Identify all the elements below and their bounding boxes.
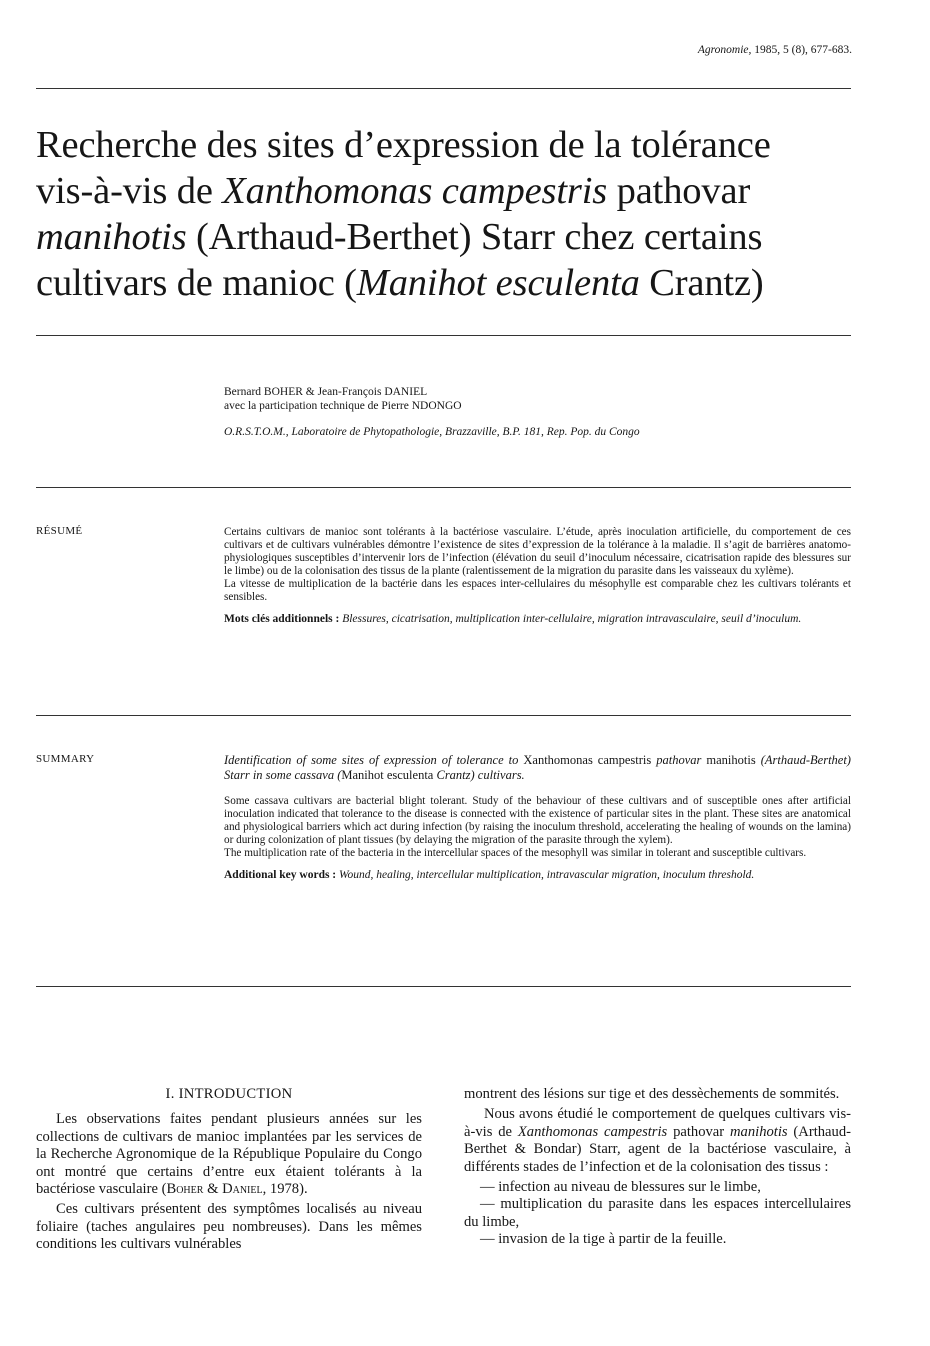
intro-right-column bbox=[464, 1086, 851, 1249]
resume-abstract bbox=[224, 526, 851, 626]
affiliation: O.R.S.T.O.M., Laboratoire de Phytopathologie, Brazzaville, B.P. 181, Rep. Pop. du Congo bbox=[224, 426, 640, 438]
journal-name: Agronomie, bbox=[697, 44, 752, 56]
intro-list-item: — infection au niveau de blessures sur le limbe, bbox=[480, 1179, 761, 1196]
summary-paragraph-2: The multiplication rate of the bacteria in the intercellular spaces of the mesophyll was similar in tolerant and susceptible cultivars. bbox=[224, 847, 807, 859]
title-line-3: manihotis (Arthaud-Berthet) Starr chez certains bbox=[36, 216, 763, 258]
title-rule bbox=[36, 335, 851, 336]
summary-title: Identification of some sites of expression of tolerance to Xanthomonas campestris pathovar manihotis (Arthaud-Berthet) Starr in some cassava (Manihot esculenta Crantz) cultivars. bbox=[224, 753, 851, 782]
header-rule bbox=[36, 88, 851, 89]
journal-citation bbox=[698, 44, 852, 56]
intro-paragraph-3: montrent des lésions sur tige et des dessèchements de sommités. bbox=[464, 1086, 840, 1102]
title-line-4: cultivars de manioc (Manihot esculenta Crantz) bbox=[36, 262, 764, 304]
summary-rule bbox=[36, 986, 851, 987]
technical-participation: avec la participation technique de Pierre NDONGO bbox=[224, 400, 462, 412]
title-line-1: Recherche des sites d’expression de la tolérance bbox=[36, 124, 771, 166]
resume-rule bbox=[36, 715, 851, 716]
resume-paragraph-1: Certains cultivars de manioc sont tolérants à la bactériose vasculaire. L’étude, après inoculation artificielle, du comportement de ces cultivars et de cultivars vulnérables démontre l’existence de sites d’expression de la tolérance à la maladie. Il s’agit de barrières anatomo-physiologiques susceptibles d’intervenir lors de l’infection (élévation du seuil d’inoculum nécessaire, cicatrisation rapide des blessures sur le limbe) ou de la colonisation des tissus de la plante (ralentissement de la migration du parasite dans les vaisseaux du xylème). bbox=[224, 526, 851, 577]
title-line-2: vis-à-vis de Xanthomonas campestris pathovar bbox=[36, 170, 751, 212]
summary-keywords: Additional key words : Wound, healing, intercellular multiplication, intravascular migration, inoculum threshold. bbox=[224, 869, 755, 881]
intro-paragraph-1: Les observations faites pendant plusieurs années sur les collections de cultivars de manioc implantées par les services de la Recherche Agronomique de la République Populaire du Congo ont montré que certains d’entre eux étaient tolérants à la bactériose vasculaire (Boher & Daniel, 1978). bbox=[36, 1111, 422, 1198]
author-names: Bernard BOHER & Jean-François DANIEL bbox=[224, 386, 428, 398]
intro-list-item: — multiplication du parasite dans les espaces intercellulaires du limbe, bbox=[464, 1196, 851, 1230]
intro-paragraph-4: Nous avons étudié le comportement de quelques cultivars vis-à-vis de Xanthomonas campestris pathovar manihotis (Arthaud-Berthet & Bondar) Starr, agent de la bactériose vasculaire, à différents stades de l’infection et de la colonisation des tissus : bbox=[464, 1106, 851, 1175]
resume-label: RÉSUMÉ bbox=[36, 525, 83, 537]
journal-details: 1985, 5 (8), 677-683. bbox=[754, 44, 852, 56]
intro-left-column bbox=[36, 1086, 422, 1254]
summary-label: SUMMARY bbox=[36, 753, 95, 765]
resume-paragraph-2: La vitesse de multiplication de la bactérie dans les espaces inter-cellulaires du mésophylle est comparable chez les cultivars tolérants et sensibles. bbox=[224, 578, 851, 603]
article-title bbox=[36, 122, 866, 306]
summary-paragraph-1: Some cassava cultivars are bacterial blight tolerant. Study of the behaviour of these cultivars and of susceptible ones after artificial inoculation indicated that tolerance to the disease is connected with the existence of particular sites in the plant. These sites are anatomical and physiological barriers which act during infection (by raising the inoculum threshold, accelerating the healing of wounds on the lamina) or during colonization of plant tissues (by delaying the migration of the parasite through the xylem). bbox=[224, 795, 851, 846]
intro-paragraph-2: Ces cultivars présentent des symptômes localisés au niveau foliaire (taches angulaires peu nombreuses). Dans les mêmes conditions les cultivars vulnérables bbox=[36, 1201, 422, 1253]
resume-keywords: Mots clés additionnels : Blessures, cicatrisation, multiplication inter-cellulaire, migration intravasculaire, seuil d’inoculum. bbox=[224, 613, 802, 625]
intro-list-item: — invasion de la tige à partir de la feuille. bbox=[480, 1231, 727, 1248]
intro-heading: I. INTRODUCTION bbox=[165, 1086, 293, 1102]
authors-rule bbox=[36, 487, 851, 488]
summary-abstract bbox=[224, 795, 851, 882]
author-block bbox=[224, 385, 462, 413]
